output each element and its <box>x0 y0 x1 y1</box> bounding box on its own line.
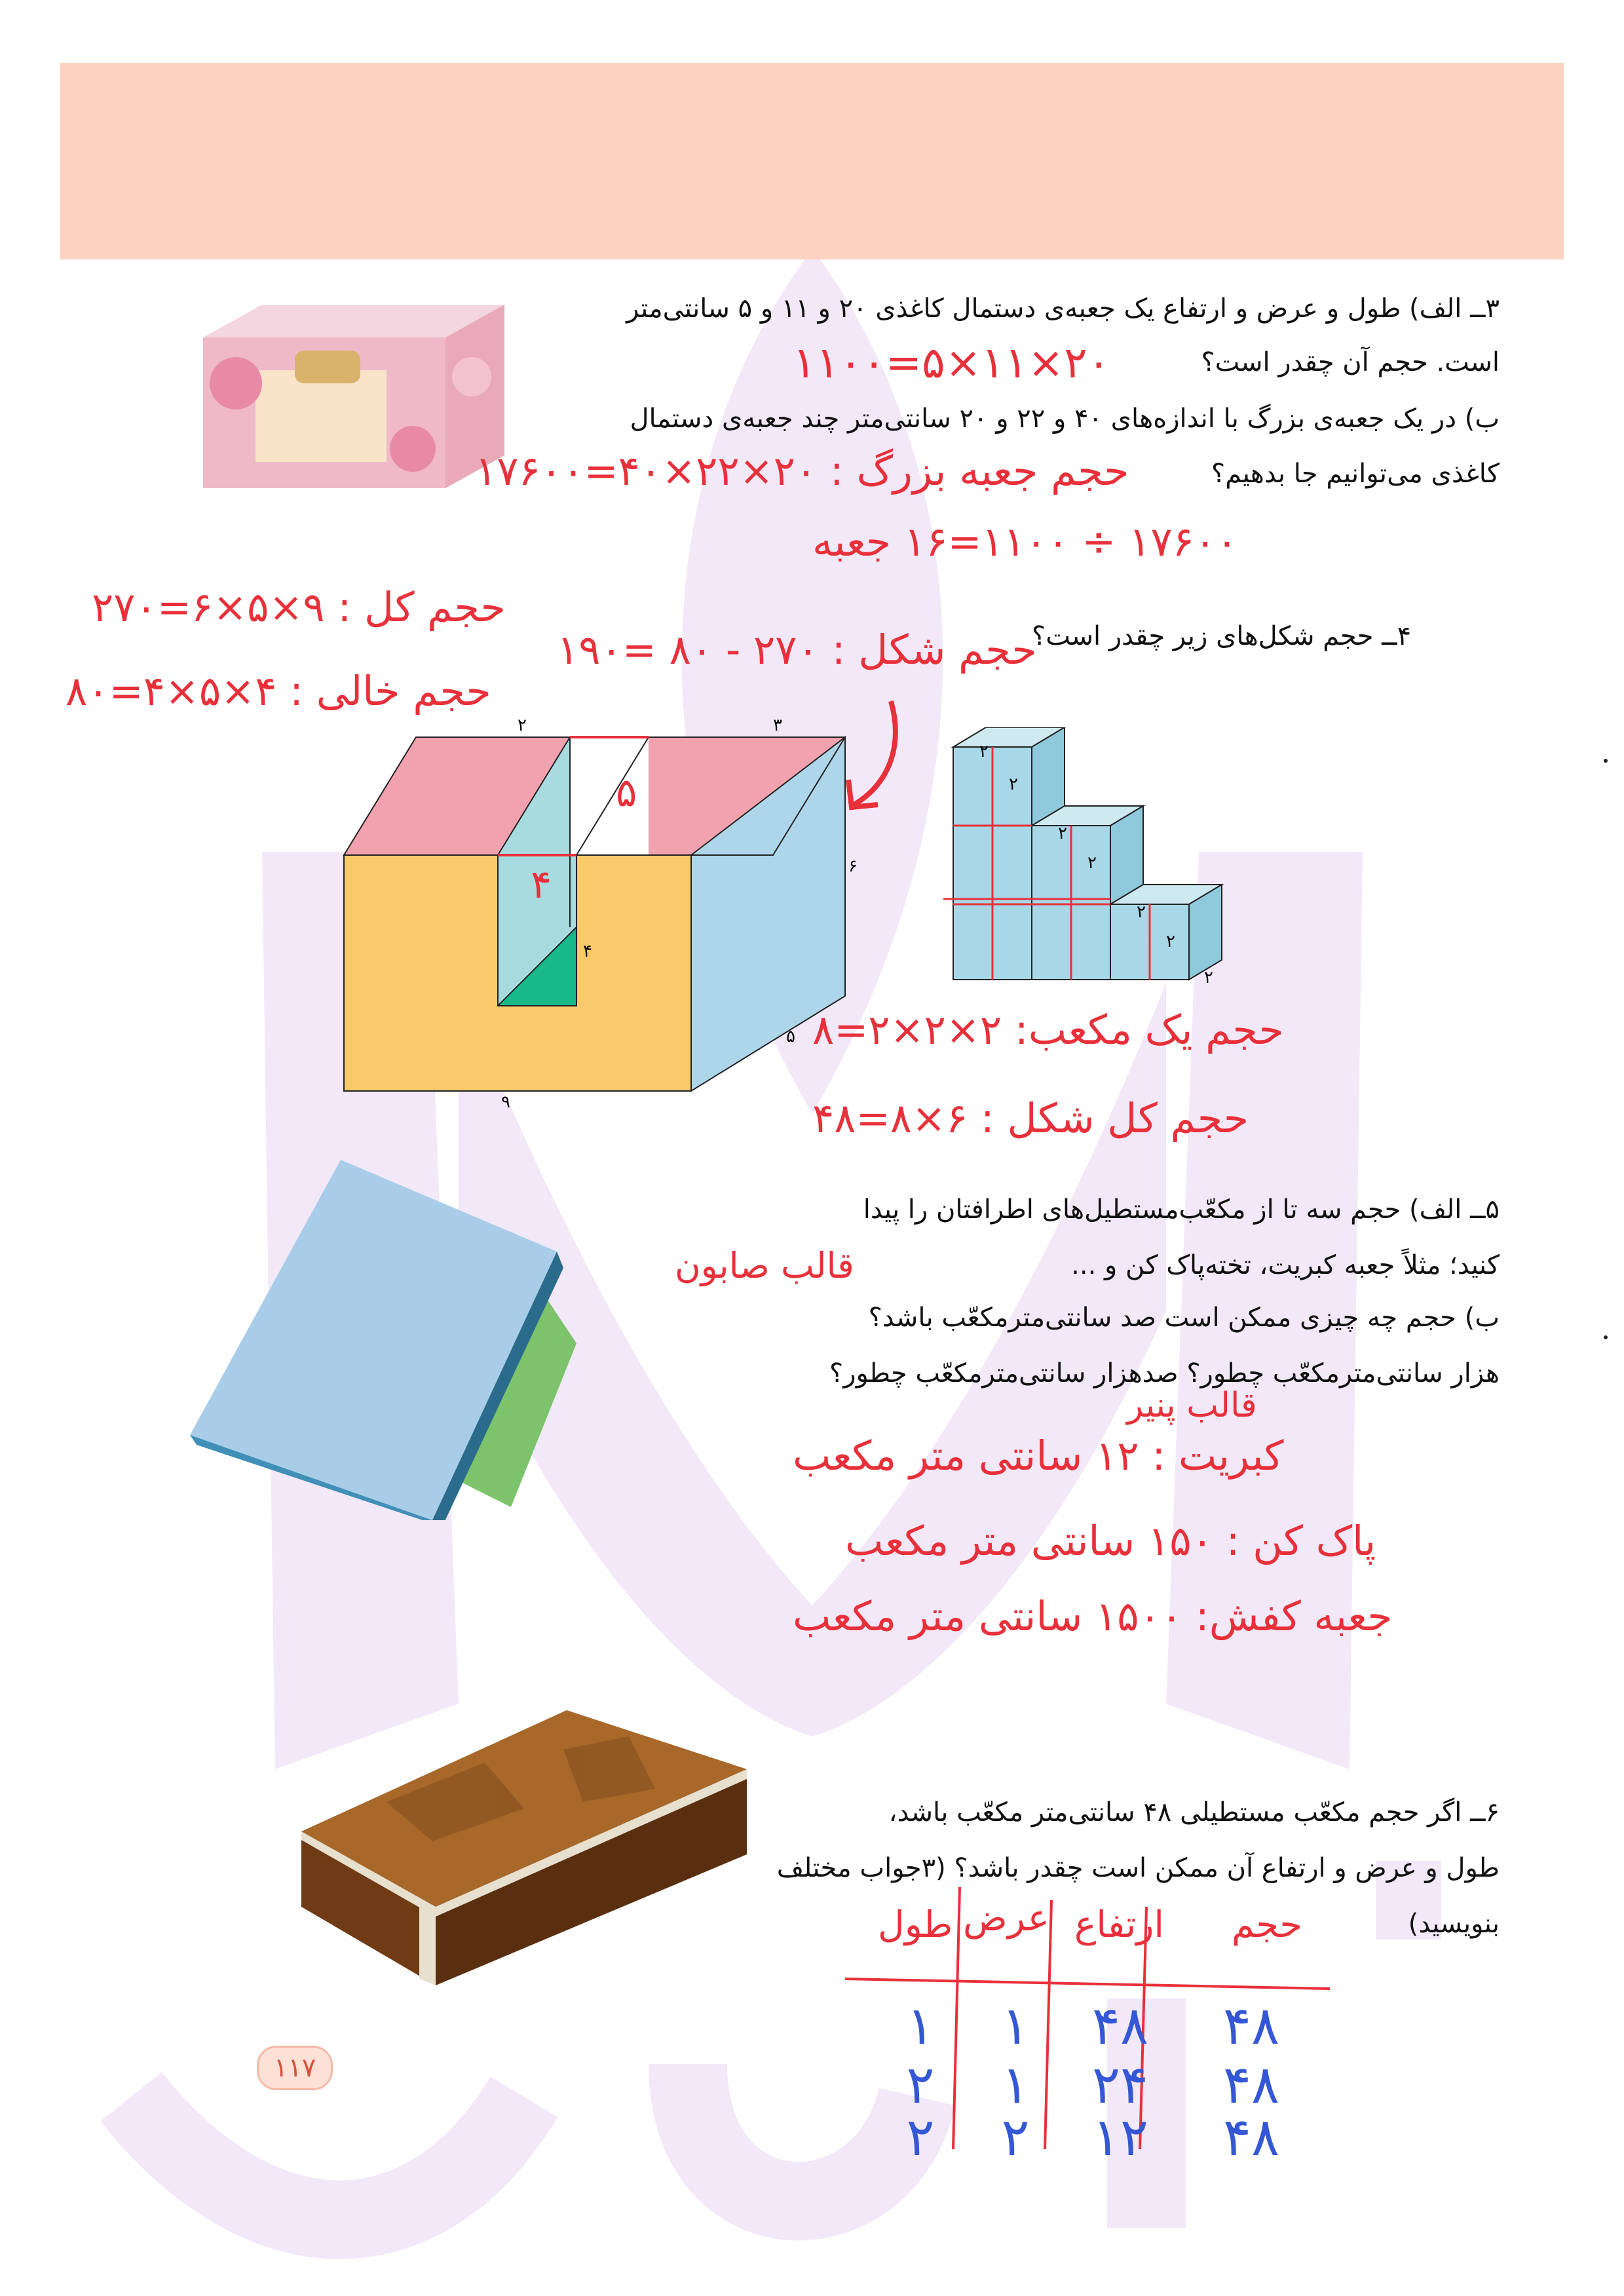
q6-header-width: عرض <box>963 1897 1050 1940</box>
q6-header-height: ارتفاع <box>1074 1904 1164 1946</box>
q4-answer-shape: حجم شکل : ۲۷۰ - ۸۰ =۱۹۰ <box>557 626 1037 674</box>
hw-width-label: ۴ <box>531 862 552 908</box>
dim-top-left: ۲ <box>518 716 527 735</box>
cube-label: ۲ <box>1058 824 1067 843</box>
cube-label: ۲ <box>1009 775 1018 794</box>
q4-answer-total: حجم کل : ۹×۵×۶=۲۷۰ <box>92 583 506 631</box>
dim-bottom: ۹ <box>501 1092 510 1107</box>
q6-header-length: طول <box>878 1904 953 1946</box>
cube-label: ۲ <box>1204 968 1213 987</box>
dim-depth: ۵ <box>786 1027 795 1046</box>
q6-line2: طول و عرض و ارتفاع آن ممکن است چقدر باشد؟ (۳جواب مختلف <box>776 1853 1500 1883</box>
dim-right: ۶ <box>848 856 858 876</box>
q5-hw-soap: قالب صابون <box>675 1245 854 1286</box>
q6-row2-width: ۱ <box>1001 2054 1030 2115</box>
stair-cubes-figure <box>943 727 1258 989</box>
q6-line3: بنویسید) <box>1408 1909 1500 1939</box>
q6-row3-width: ۲ <box>1001 2107 1030 2168</box>
cube-label: ۲ <box>979 742 989 761</box>
page-number: ۱۱۷ <box>257 2046 333 2090</box>
q3-answer-big-box: حجم جعبه بزرگ : ۲۰×۲۲×۴۰=۱۷۶۰۰ <box>475 447 1129 495</box>
q5-line3: ب) حجم چه چیزی ممکن است صد سانتی‌مترمکعّب باشد؟ <box>868 1303 1500 1333</box>
q3-line1: ۳ــ الف) طول و عرض و ارتفاع یک جعبه‌ی دستمال کاغذی ۲۰ و ۱۱ و ۵ سانتی‌متر <box>626 294 1500 324</box>
tissue-box-image <box>197 298 518 495</box>
q6-row3-height: ۱۲ <box>1092 2107 1148 2168</box>
header-band <box>60 63 1564 259</box>
q4-answer-cube: حجم یک مکعب: ۲×۲×۲=۸ <box>812 1006 1284 1054</box>
q3-line2: است. حجم آن چقدر است؟ <box>1201 347 1500 377</box>
q6-row1-height: ۴۸ <box>1092 1995 1148 2056</box>
q5-hw-eraser: پاک کن : ۱۵۰ سانتی متر مکعب <box>845 1517 1376 1565</box>
q6-line1: ۶ــ اگر حجم مکعّب مستطیلی ۴۸ سانتی‌متر مکعّب باشد، <box>888 1797 1500 1827</box>
q6-row1-length: ۱ <box>906 1995 935 2056</box>
q6-row1-volume: ۴۸ <box>1223 1995 1279 2056</box>
q4-prompt: ۴ــ حجم شکل‌های زیر چقدر است؟ <box>1032 621 1412 651</box>
q6-row2-length: ۲ <box>906 2054 935 2115</box>
q6-header-volume: حجم <box>1232 1904 1303 1946</box>
q5-hw-match: کبریت : ۱۲ سانتی متر مکعب <box>793 1432 1284 1480</box>
hw-depth-label: ۵ <box>616 770 637 816</box>
q5-line1: ۵ــ الف) حجم سه تا از مکعّب‌مستطیل‌های اطرافتان را پیدا <box>863 1195 1500 1225</box>
dim-inner: ۴ <box>583 942 592 961</box>
q3-line4: کاغذی می‌توانیم جا بدهیم؟ <box>1211 459 1500 489</box>
q5-line4: هزار سانتی‌مترمکعّب چطور؟ صدهزار سانتی‌مترمکعّب چطور؟ <box>829 1358 1500 1388</box>
q6-row3-length: ۲ <box>906 2107 935 2168</box>
cube-label: ۲ <box>1087 853 1097 873</box>
erasers-image <box>183 1153 603 1520</box>
q6-row1-width: ۱ <box>1001 1995 1030 2056</box>
q3-answer-volume: ۲۰×۱۱×۵=۱۱۰۰ <box>793 337 1110 388</box>
q5-hw-cheese: قالب پنیر <box>1127 1386 1257 1425</box>
margin-dot <box>1604 1335 1608 1339</box>
wooden-box-image <box>288 1691 760 1992</box>
q6-row3-volume: ۴۸ <box>1223 2107 1279 2168</box>
u-block-figure <box>334 714 891 1107</box>
q5-line2: کنید؛ مثلاً جعبه کبریت، تخته‌پاک کن و ... <box>1071 1250 1500 1280</box>
cube-label: ۲ <box>1166 932 1175 951</box>
q6-row2-height: ۲۴ <box>1092 2054 1148 2115</box>
q4-answer-all: حجم کل شکل : ۶×۸=۴۸ <box>812 1094 1249 1142</box>
q6-row2-volume: ۴۸ <box>1223 2054 1279 2115</box>
q3-answer-count: ۱۷۶۰۰ ÷ ۱۱۰۰=۱۶ جعبه <box>812 518 1238 565</box>
margin-dot <box>1604 759 1608 763</box>
q5-hw-shoebox: جعبه کفش: ۱۵۰۰ سانتی متر مکعب <box>793 1592 1393 1640</box>
dim-top-right: ۳ <box>773 716 782 735</box>
cube-label: ۲ <box>1137 902 1146 922</box>
arrow-icon <box>835 695 914 826</box>
q3-line3: ب) در یک جعبه‌ی بزرگ با اندازه‌های ۴۰ و ۲۲ و ۲۰ سانتی‌متر چند جعبه‌ی دستمال <box>630 404 1500 434</box>
q4-answer-empty: حجم خالی : ۴×۵×۴=۸۰ <box>66 667 491 715</box>
